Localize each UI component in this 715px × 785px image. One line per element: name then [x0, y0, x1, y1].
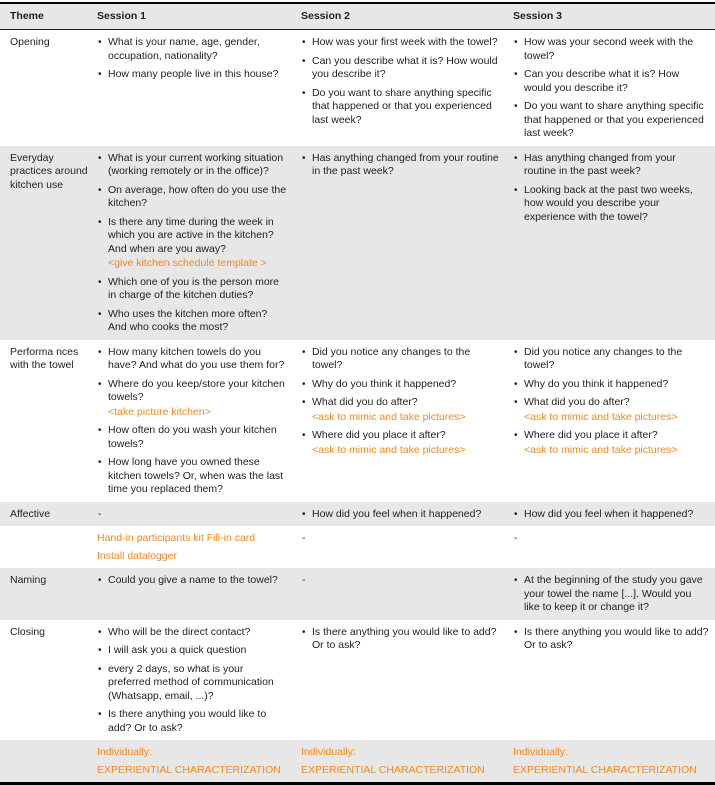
question-item: • Looking back at the past two weeks, how would you describe your experience with the towel? — [514, 183, 693, 223]
question-item: • Where do you keep/store your kitchen towels? — [98, 377, 285, 403]
question-item: • How did you feel when it happened? — [514, 507, 694, 520]
question-item: • On average, how often do you use the kitchen? — [98, 183, 287, 209]
session-3-cell — [510, 502, 715, 527]
bullet-icon: • — [98, 645, 102, 656]
bullet-icon: • — [302, 430, 306, 441]
session-3-cell — [510, 340, 715, 502]
question-item: • Has anything changed from your routine in the past week? — [302, 151, 499, 177]
question-item: • Do you want to share anything specific that happened or that you experienced last week? — [514, 100, 704, 139]
bullet-icon: • — [514, 508, 518, 520]
session-1-cell — [94, 30, 298, 146]
activity-note: EXPERIENTIAL CHARACTERIZATION — [97, 763, 281, 776]
question-item: • How many people live in this house? — [98, 68, 279, 80]
table-header-row — [0, 4, 715, 30]
bullet-icon: • — [98, 663, 102, 675]
question-item: • What is your name, age, gender, occupation, nationality? — [98, 36, 260, 62]
bullet-icon: • — [514, 69, 518, 80]
column-header-session-3: Session 3 — [513, 10, 563, 22]
question-item: • Who will be the direct contact? — [98, 625, 251, 638]
session-3-cell — [510, 526, 715, 568]
facilitator-note: <ask to mimic and take pictures> — [524, 410, 678, 423]
session-3-cell — [510, 30, 715, 146]
session-1-cell — [94, 568, 298, 620]
bullet-icon: • — [514, 575, 518, 586]
bullet-icon: • — [302, 55, 306, 67]
question-item: • Is there anything you would like to add? Or to ask? — [98, 708, 267, 734]
session-1-cell — [94, 526, 298, 568]
question-item: • Can you describe what it is? How would you describe it? — [514, 68, 680, 94]
bullet-icon: • — [98, 346, 102, 358]
table-row — [0, 568, 715, 620]
theme-cell: Performa nces with the towel — [10, 345, 79, 371]
facilitator-note: <take picture kitchen> — [108, 405, 211, 418]
question-item: • Did you notice any changes to the towel? — [514, 345, 683, 371]
facilitator-note: <ask to mimic and take pictures> — [312, 443, 466, 456]
session-1-cell — [94, 502, 298, 527]
table-row — [0, 526, 715, 568]
empty-dash: - — [302, 532, 306, 544]
bullet-icon: • — [98, 69, 102, 80]
session-1-cell — [94, 146, 298, 340]
session-2-cell — [298, 146, 510, 340]
table-body — [0, 30, 715, 782]
question-item: • Has anything changed from your routine in the past week? — [514, 151, 676, 177]
session-2-cell — [298, 740, 510, 782]
facilitator-note: <ask to mimic and take pictures> — [312, 410, 466, 423]
session-1-cell — [94, 340, 298, 502]
column-header-session-2: Session 2 — [301, 10, 351, 22]
question-item: • Did you notice any changes to the towel? — [302, 345, 471, 371]
question-item: • I will ask you a quick question — [98, 644, 247, 656]
bullet-icon: • — [514, 397, 518, 408]
bullet-icon: • — [98, 709, 102, 720]
question-item: • How was your first week with the towel? — [302, 36, 498, 48]
activity-note: Individually: — [97, 746, 152, 758]
question-item: • What did you do after? — [514, 396, 630, 408]
bullet-icon: • — [514, 430, 518, 441]
bullet-icon: • — [98, 575, 102, 586]
bullet-icon: • — [514, 626, 518, 638]
theme-cell — [0, 526, 94, 568]
question-item: • Why do you think it happened? — [514, 377, 669, 390]
question-item: • Where did you place it after? — [514, 429, 658, 441]
table-row — [0, 340, 715, 502]
interview-protocol-table — [0, 2, 715, 785]
bullet-icon: • — [514, 101, 518, 112]
bullet-icon: • — [302, 397, 306, 408]
bullet-icon: • — [514, 37, 518, 48]
bullet-icon: • — [514, 346, 518, 358]
bullet-icon: • — [98, 216, 102, 228]
bullet-icon: • — [302, 87, 306, 99]
session-1-cell — [94, 620, 298, 741]
activity-note: Install datalogger — [97, 549, 177, 562]
table-row — [0, 30, 715, 146]
question-item: • Who uses the kitchen more often? And who cooks the most? — [98, 307, 268, 333]
activity-note: EXPERIENTIAL CHARACTERIZATION — [301, 763, 485, 776]
session-2-cell — [298, 526, 510, 568]
theme-cell: Affective — [10, 507, 51, 520]
bullet-icon: • — [514, 184, 518, 196]
column-header-theme: Theme — [10, 10, 44, 22]
activity-note: Individually: — [301, 746, 356, 758]
question-item: • every 2 days, so what is your preferred method of communication (Whatsapp, email, ...)? — [98, 662, 274, 702]
bullet-icon: • — [302, 37, 306, 48]
bullet-icon: • — [98, 457, 102, 468]
bullet-icon: • — [98, 37, 102, 48]
question-item: • Which one of you is the person more in charge of the kitchen duties? — [98, 275, 280, 301]
bullet-icon: • — [302, 508, 306, 520]
bullet-icon: • — [514, 152, 518, 164]
question-item: • At the beginning of the study you gave your towel the name [...]. Would you like to keep it or change it? — [514, 574, 703, 613]
session-2-cell — [298, 502, 510, 527]
bullet-icon: • — [98, 378, 102, 390]
session-2-cell — [298, 30, 510, 146]
empty-dash: - — [98, 507, 102, 520]
activity-note: EXPERIENTIAL CHARACTERIZATION — [513, 763, 697, 776]
session-2-cell — [298, 620, 510, 741]
table-row — [0, 620, 715, 741]
theme-cell: Opening — [10, 36, 50, 48]
session-1-cell — [94, 740, 298, 782]
question-item: • Is there anything you would like to add? Or to ask? — [514, 625, 709, 651]
facilitator-note: <ask to mimic and take pictures> — [524, 443, 678, 456]
session-3-cell — [510, 146, 715, 340]
table-row — [0, 146, 715, 340]
session-3-cell — [510, 620, 715, 741]
bullet-icon: • — [302, 152, 306, 164]
facilitator-note: <give kitchen schedule template > — [108, 257, 267, 269]
session-2-cell — [298, 568, 510, 620]
question-item: • How was your second week with the towel? — [514, 36, 694, 62]
question-item: • Is there anything you would like to add? Or to ask? — [302, 625, 497, 651]
empty-dash: - — [302, 574, 306, 586]
bullet-icon: • — [98, 425, 102, 436]
activity-note: Hand-in participants kit Fill-in card — [97, 532, 256, 544]
theme-cell: Closing — [10, 625, 46, 638]
bullet-icon: • — [98, 184, 102, 196]
question-item: • Could you give a name to the towel? — [98, 574, 278, 586]
table-row — [0, 740, 715, 782]
question-item: • Is there any time during the week in which you are active in the kitchen? And when are you away? — [98, 215, 274, 255]
theme-cell: Naming — [10, 574, 47, 586]
question-item: • Can you describe what it is? How would you describe it? — [302, 54, 498, 80]
activity-note: Individually: — [513, 746, 568, 758]
session-2-cell — [298, 340, 510, 502]
question-item: • How often do you wash your kitchen towels? — [98, 424, 277, 450]
table-row — [0, 502, 715, 527]
bullet-icon: • — [302, 378, 306, 390]
question-item: • How did you feel when it happened? — [302, 507, 482, 520]
bullet-icon: • — [302, 626, 306, 638]
bullet-icon: • — [98, 276, 102, 288]
bullet-icon: • — [98, 152, 102, 164]
session-3-cell — [510, 568, 715, 620]
question-item: • Where did you place it after? — [302, 429, 446, 441]
bullet-icon: • — [98, 626, 102, 638]
question-item: • How long have you owned these kitchen towels? Or, when was the last time you replaced them? — [98, 456, 284, 495]
question-item: • What is your current working situation (working remotely or in the office)? — [98, 151, 284, 177]
bullet-icon: • — [302, 346, 306, 358]
theme-cell — [0, 740, 94, 782]
theme-cell: Everyday practices around kitchen use — [10, 151, 88, 191]
session-3-cell — [510, 740, 715, 782]
bullet-icon: • — [514, 378, 518, 390]
question-item: • Do you want to share anything specific that happened or that you experienced last week? — [302, 86, 492, 126]
empty-dash: - — [514, 532, 518, 544]
question-item: • How many kitchen towels do you have? And what do you use them for? — [98, 345, 285, 371]
bullet-icon: • — [98, 308, 102, 320]
question-item: • What did you do after? — [302, 396, 418, 408]
column-header-session-1: Session 1 — [97, 10, 147, 22]
question-item: • Why do you think it happened? — [302, 377, 457, 390]
